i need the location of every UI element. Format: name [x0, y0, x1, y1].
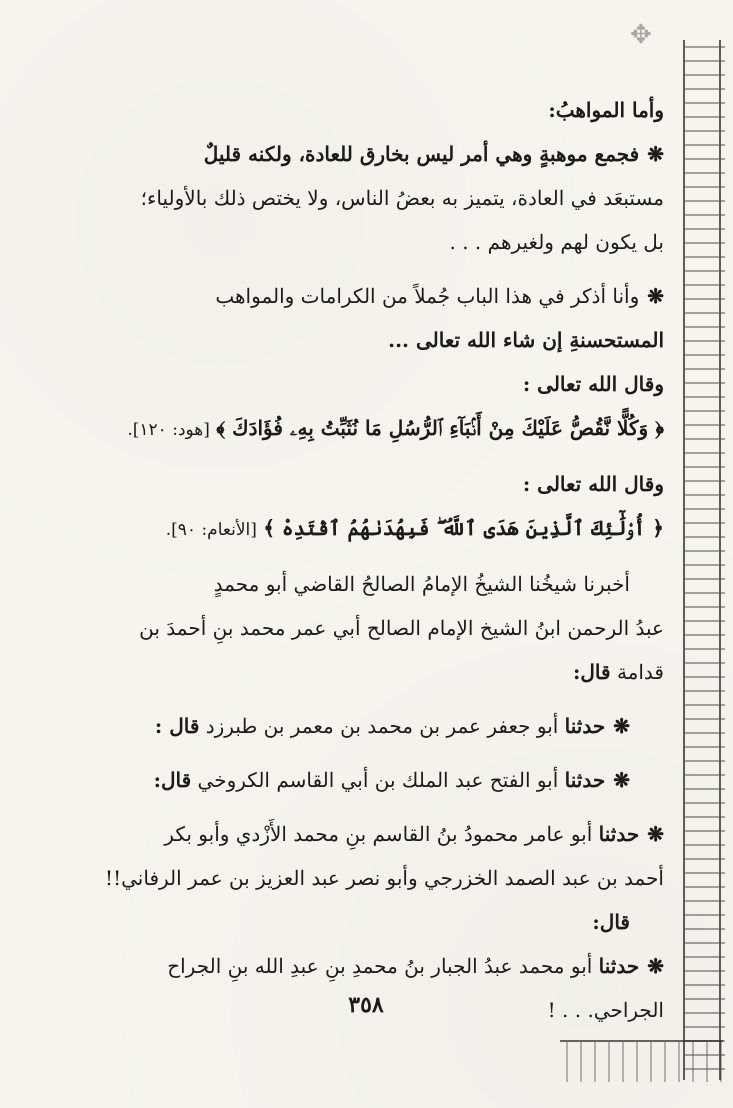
quran-verse-line [74, 406, 664, 452]
text-line [74, 758, 664, 802]
star-icon: ❋ [647, 822, 664, 846]
text-segment: حدثنا [564, 768, 606, 792]
text-segment: حدثنا [598, 954, 640, 978]
text-segment: قال : [154, 714, 200, 738]
text-segment: حدثنا [564, 714, 606, 738]
text-line [74, 944, 664, 988]
text-segment: أبو الفتح عبد الملك بن أبي القاسم الكروخي [197, 768, 559, 792]
decorative-border-right [683, 40, 725, 1080]
text-segment: أبو جعفر عمر بن محمد بن معمر بن طبرزد [205, 714, 559, 738]
text-segment: أبو عامر محمودُ بنُ القاسم بنِ محمد الأَزْدي وأبو بكر [164, 822, 593, 846]
text-line [74, 812, 664, 856]
quran-verse: ﴿ أُو۟لَٰٓئِكَ ٱلَّذِينَ هَدَى ٱللَّهُ ۖ فَبِهُدَىٰهُمُ ٱقْتَدِهْ ﴾ [263, 516, 664, 540]
text-segment: وأنا أذكر في هذا الباب جُملاً من الكرامات والمواهب [215, 284, 640, 308]
text-line: قال: [592, 910, 630, 934]
text-segment: قدامة [616, 660, 664, 684]
verse-reference: [الأنعام: ٩٠]. [165, 520, 257, 540]
text-segment: فجمع موهبةٍ وهي أمر ليس بخارق للعادة، ولكنه قليلٌ [203, 142, 640, 166]
text-segment: حدثنا [598, 822, 640, 846]
text-line: وقال الله تعالى : [522, 472, 664, 496]
text-line: الجراحي. . . ! [547, 998, 664, 1022]
star-icon: ❋ [647, 284, 664, 308]
text-line [74, 704, 664, 748]
page-number: ٣٥٨ [348, 992, 384, 1018]
text-line: عبدُ الرحمن ابنُ الشيخ الإمام الصالح أبي عمر محمد بنِ أحمدَ بن [139, 616, 664, 640]
ornament-icon: ✥ [630, 20, 652, 50]
text-line [74, 274, 664, 318]
text-line: بل يكون لهم ولغيرهم . . . [449, 230, 664, 254]
text-segment: قال: [153, 768, 192, 792]
star-icon: ❋ [613, 768, 630, 792]
page-text [74, 88, 664, 1032]
star-icon: ❋ [613, 714, 630, 738]
text-line [74, 132, 664, 176]
quran-verse-line [74, 506, 664, 552]
star-icon: ❋ [647, 142, 664, 166]
quran-verse: ﴿ وَكُلًّا نَّقُصُّ عَلَيْكَ مِنْ أَنۢبَآءِ ٱلرُّسُلِ مَا نُثَبِّتُ بِهِۦ فُؤَادَكَ ﴾ [216, 416, 664, 440]
text-line: وقال الله تعالى : [522, 372, 664, 396]
text-line: أخبرنا شيخُنا الشيخُ الإمامُ الصالحُ القاضي أبو محمدٍ [213, 572, 630, 596]
text-line: أحمد بن عبد الصمد الخزرجي وأبو نصر عبد العزيز بن عمر الرفاني!! [105, 866, 664, 890]
text-segment: أبو محمد عبدُ الجبار بنُ محمدِ بنِ عبدِ الله بنِ الجراح [167, 954, 593, 978]
text-line [74, 650, 664, 694]
text-segment: قال: [573, 660, 611, 684]
text-line: المستحسنةِ إن شاء الله تعالى ... [388, 328, 664, 352]
star-icon: ❋ [647, 954, 664, 978]
verse-reference: [هود: ١٢٠]. [127, 420, 210, 440]
section-heading: وأما المواهبُ: [548, 98, 664, 122]
text-line: مستبعَد في العادة، يتميز به بعضُ الناس، ولا يختص ذلك بالأولياء؛ [140, 186, 664, 210]
decorative-border-bottom [560, 1040, 723, 1082]
